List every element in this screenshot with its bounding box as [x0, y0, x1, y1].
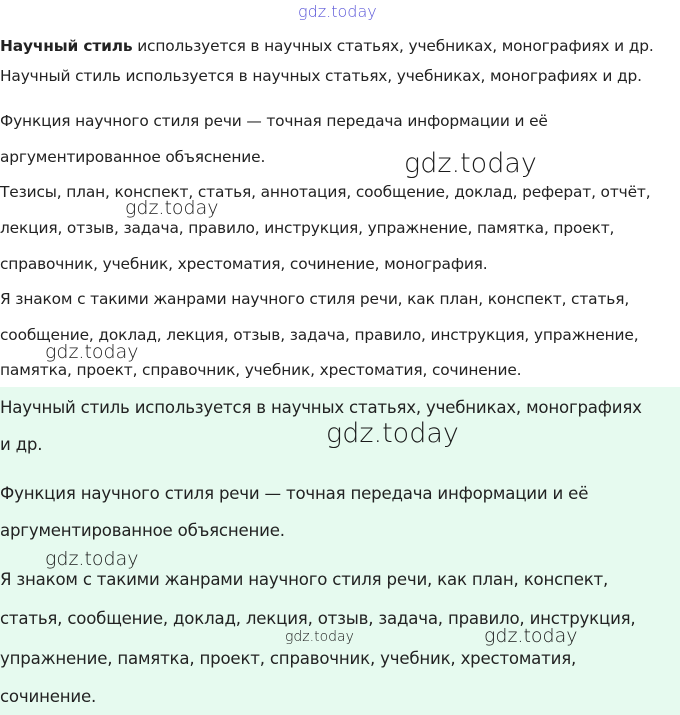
answer-line-2: и др. — [0, 435, 43, 454]
text-line-6: лекция, отзыв, задача, правило, инструкция, упражнение, памятка, проект, — [0, 219, 615, 237]
watermark: gdz.today — [484, 625, 578, 647]
answer-line-8: сочинение. — [0, 687, 97, 706]
text-line-8: Я знаком с такими жанрами научного стиля речи, как план, конспект, статья, — [0, 290, 630, 308]
answer-line-5: Я знаком с такими жанрами научного стиля речи, как план, конспект, — [0, 570, 609, 589]
text-line-7: справочник, учебник, хрестоматия, сочинение, монография. — [0, 255, 488, 273]
text-line-5: Тезисы, план, конспект, статья, аннотация, сообщение, доклад, реферат, отчёт, — [0, 183, 651, 201]
text-line-9: сообщение, доклад, лекция, отзыв, задача, правило, инструкция, упражнение, — [0, 326, 639, 344]
watermark-top: gdz.today — [298, 2, 377, 21]
answer-line-4: аргументированное объяснение. — [0, 521, 285, 540]
text-line-3: Функция научного стиля речи — точная передача информации и её — [0, 112, 548, 130]
watermark: gdz.today — [326, 418, 459, 449]
bold-term: Научный стиль — [0, 37, 133, 55]
watermark: gdz.today — [285, 629, 354, 645]
text-line-1 — [0, 35, 654, 57]
line-rest: используется в научных статьях, учебниках, монографиях и др. — [132, 37, 654, 55]
answer-line-1: Научный стиль используется в научных статьях, учебниках, монографиях — [0, 398, 642, 417]
watermark: gdz.today — [45, 548, 139, 570]
answer-line-6: статья, сообщение, доклад, лекция, отзыв, задача, правило, инструкция, — [0, 609, 636, 628]
watermark: gdz.today — [125, 197, 219, 219]
text-line-10: памятка, проект, справочник, учебник, хрестоматия, сочинение. — [0, 361, 522, 379]
answer-line-7: упражнение, памятка, проект, справочник, учебник, хрестоматия, — [0, 649, 577, 668]
watermark: gdz.today — [404, 148, 537, 179]
text-line-4: аргументированное объяснение. — [0, 148, 266, 166]
watermark: gdz.today — [45, 341, 139, 363]
answer-line-3: Функция научного стиля речи — точная передача информации и её — [0, 484, 589, 503]
text-line-2: Научный стиль используется в научных статьях, учебниках, монографиях и др. — [0, 67, 642, 85]
